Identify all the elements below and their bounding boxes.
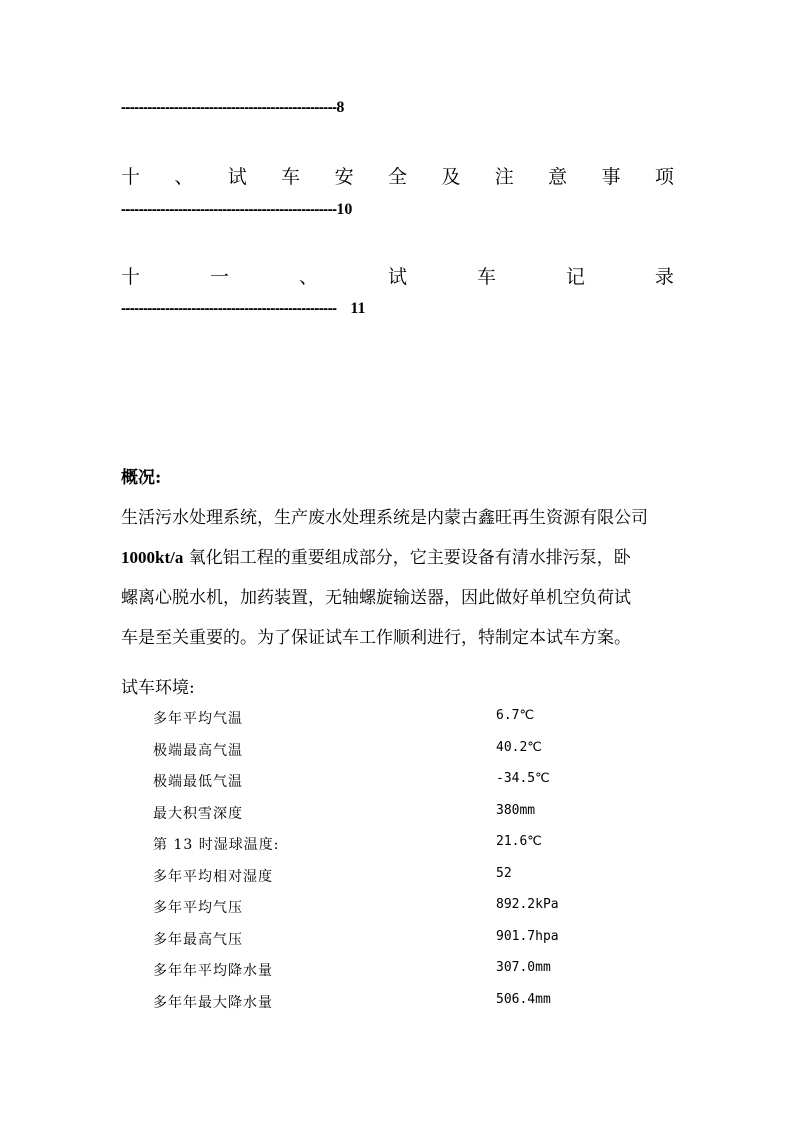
table-row — [153, 866, 573, 898]
row-label: 多年年最大降水量 — [153, 994, 273, 1011]
capacity-value: 1000kt/a — [121, 548, 184, 567]
toc-char: 十 — [121, 166, 141, 188]
environment-table — [153, 708, 573, 1023]
row-value: 380mm — [496, 802, 536, 818]
toc-char: 、 — [174, 166, 194, 188]
row-value: 6.7℃ — [496, 708, 535, 723]
toc-char: 车 — [281, 166, 301, 188]
environment-title: 试车环境: — [121, 678, 195, 698]
row-value: 506.4mm — [496, 991, 551, 1007]
toc-entry-10-leader — [121, 201, 352, 219]
table-row — [153, 740, 573, 772]
toc-char: 一 — [209, 266, 229, 288]
toc-page-number: 8 — [336, 99, 345, 116]
row-label: 多年平均气压 — [153, 900, 243, 916]
paragraph-line — [121, 538, 681, 578]
toc-char: 十 — [121, 266, 141, 288]
row-label: 多年年平均降水量 — [153, 963, 273, 979]
paragraph-line: 车是至关重要的。为了保证试车工作顺利进行，特制定本试车方案。 — [121, 628, 631, 648]
row-value: 21.6℃ — [496, 834, 542, 849]
toc-entry-11-leader — [121, 300, 366, 318]
row-value: 40.2℃ — [496, 739, 542, 755]
toc-char: 录 — [654, 266, 674, 288]
toc-char: 试 — [387, 266, 407, 288]
toc-entry-11-title — [121, 262, 674, 289]
toc-char: 安 — [334, 166, 354, 188]
paragraph-line: 螺离心脱水机，加药装置，无轴螺旋输送器，因此做好单机空负荷试 — [121, 588, 631, 608]
row-label: 多年平均气温 — [153, 711, 243, 727]
row-value: -34.5℃ — [496, 771, 550, 786]
paragraph-line: 生活污水处理系统，生产废水处理系统是内蒙古鑫旺再生资源有限公司 — [121, 508, 648, 528]
table-row — [153, 960, 573, 992]
row-label: 最大积雪深度 — [153, 805, 243, 822]
toc-char: 试 — [227, 166, 247, 188]
table-row — [153, 992, 573, 1024]
row-value: 307.0mm — [496, 960, 551, 975]
toc-char: 项 — [654, 166, 674, 188]
row-value: 52 — [496, 865, 512, 881]
table-row — [153, 708, 573, 740]
toc-page-number: 11 — [350, 300, 366, 317]
toc-leader-dots: ------------------------------------------------- — [121, 201, 337, 218]
table-row — [153, 803, 573, 835]
table-row — [153, 834, 573, 866]
toc-char: 、 — [298, 266, 318, 288]
toc-char: 车 — [476, 266, 496, 288]
row-label: 多年最高气压 — [153, 931, 243, 948]
toc-entry-10-title — [121, 162, 674, 189]
toc-entry-continuation — [121, 99, 344, 117]
overview-paragraph — [121, 498, 681, 658]
row-label: 第 13 时湿球温度: — [153, 837, 280, 853]
row-value: 892.2kPa — [496, 897, 559, 912]
paragraph-line-text: 氧化铝工程的重要组成部分，它主要设备有清水排污泵，卧 — [188, 548, 631, 568]
row-label: 多年平均相对湿度 — [153, 868, 273, 885]
table-row — [153, 897, 573, 929]
toc-char: 及 — [441, 166, 461, 188]
toc-char: 意 — [548, 166, 568, 188]
toc-leader-dots: ------------------------------------------------- — [121, 99, 337, 116]
toc-leader-dots: ------------------------------------------------- — [121, 300, 337, 317]
table-row — [153, 771, 573, 803]
row-label: 极端最低气温 — [153, 774, 243, 790]
row-value: 901.7hpa — [496, 928, 559, 944]
row-label: 极端最高气温 — [153, 742, 243, 759]
section-heading: 概况: — [121, 468, 162, 488]
toc-char: 注 — [494, 166, 514, 188]
toc-char: 全 — [387, 166, 407, 188]
toc-char: 事 — [601, 166, 621, 188]
table-row — [153, 929, 573, 961]
toc-char: 记 — [565, 266, 585, 288]
toc-page-number: 10 — [336, 201, 353, 218]
